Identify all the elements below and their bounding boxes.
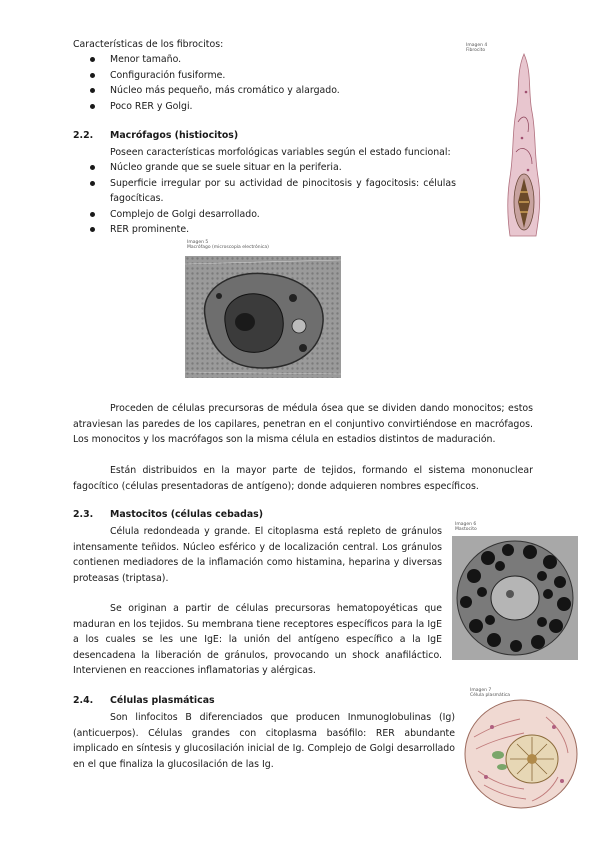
- macrofagos-intro: Poseen características morfológicas variables según el estado funcional:: [110, 147, 451, 158]
- mastocitos-paragraph-1: Célula redondeada y grande. El citoplasma está repleto de gránulos intensamente teñidos. Núcleo esférico y de localización central. Los gránulos contienen mediadores de la inflamación como histamina, heparina y diversas proteasas (triptasa).: [73, 526, 442, 584]
- section-title: Mastocitos (células cebadas): [110, 509, 264, 520]
- fibrocito-illustration: [488, 52, 558, 237]
- list-item: Núcleo más pequeño, más cromático y alargado.: [110, 83, 340, 99]
- mastocitos-paragraph-2: Se originan a partir de células precursoras hematopoyéticas que maduran en los tejidos. Su membrana tiene receptores específicos para la IgE a los cuales se les une IgE: la unión del antígeno específico a la IgE desencadena la liberación de gránulos, provocando un shock anafiláctico. Intervienen en reacciones inflamatorias y alérgicas.: [73, 603, 442, 676]
- list-item: Poco RER y Golgi.: [110, 99, 340, 115]
- fibrocitos-title: Características de los fibrocitos:: [73, 39, 224, 50]
- macrofagos-paragraph-1: Proceden de células precursoras de médula ósea que se dividen dando monocitos; estos atraviesan las paredes de los capilares, penetran en el conjuntivo convirtiéndose en macrófagos. Los monocitos y los macrófagos son la misma célula en estadios distintos de maduración.: [73, 403, 533, 445]
- section-title: Macrófagos (histiocitos): [110, 130, 239, 141]
- plasmaticas-paragraph-1: Son linfocitos B diferenciados que producen Inmunoglobulinas (Ig) (anticuerpos). Células grandes con citoplasma basófilo: RER abundante implicado en síntesis y glucosilación inicial de Ig. Complejo de Golgi desarrollado en el que finaliza la glucosilación de las Ig.: [73, 712, 455, 770]
- section-title: Células plasmáticas: [110, 695, 215, 706]
- list-item: Superficie irregular por su actividad de pinocitosis y fagocitosis: células fagocíticas.: [110, 176, 456, 207]
- macrofagos-list: [110, 160, 456, 238]
- celula-plasmatica-illustration: [462, 697, 580, 811]
- mastocito-micrograph: [452, 536, 578, 660]
- list-item: Complejo de Golgi desarrollado.: [110, 207, 456, 223]
- section-number: 2.2.: [73, 130, 94, 141]
- macrofagos-paragraph-2: Están distribuidos en la mayor parte de tejidos, formando el sistema mononuclear fagocítico (células presentadoras de antígeno); donde adquieren nombres específicos.: [73, 465, 533, 492]
- fibrocitos-list: [110, 52, 340, 114]
- caption-plasmatica: Imagen 7 Célula plasmática: [470, 688, 511, 698]
- list-item: Menor tamaño.: [110, 52, 340, 68]
- section-number: 2.3.: [73, 509, 94, 520]
- macrofago-micrograph: [185, 256, 341, 378]
- caption-fibrocito: Imagen 4 Fibrocito: [466, 43, 488, 53]
- list-item: RER prominente.: [110, 222, 456, 238]
- caption-mastocito: Imagen 6 Mastocito: [455, 522, 477, 532]
- list-item: Configuración fusiforme.: [110, 68, 340, 84]
- caption-macrofago: Imagen 5 Macrófago (microscopía electrónica): [187, 240, 269, 250]
- section-number: 2.4.: [73, 695, 94, 706]
- list-item: Núcleo grande que se suele situar en la periferia.: [110, 160, 456, 176]
